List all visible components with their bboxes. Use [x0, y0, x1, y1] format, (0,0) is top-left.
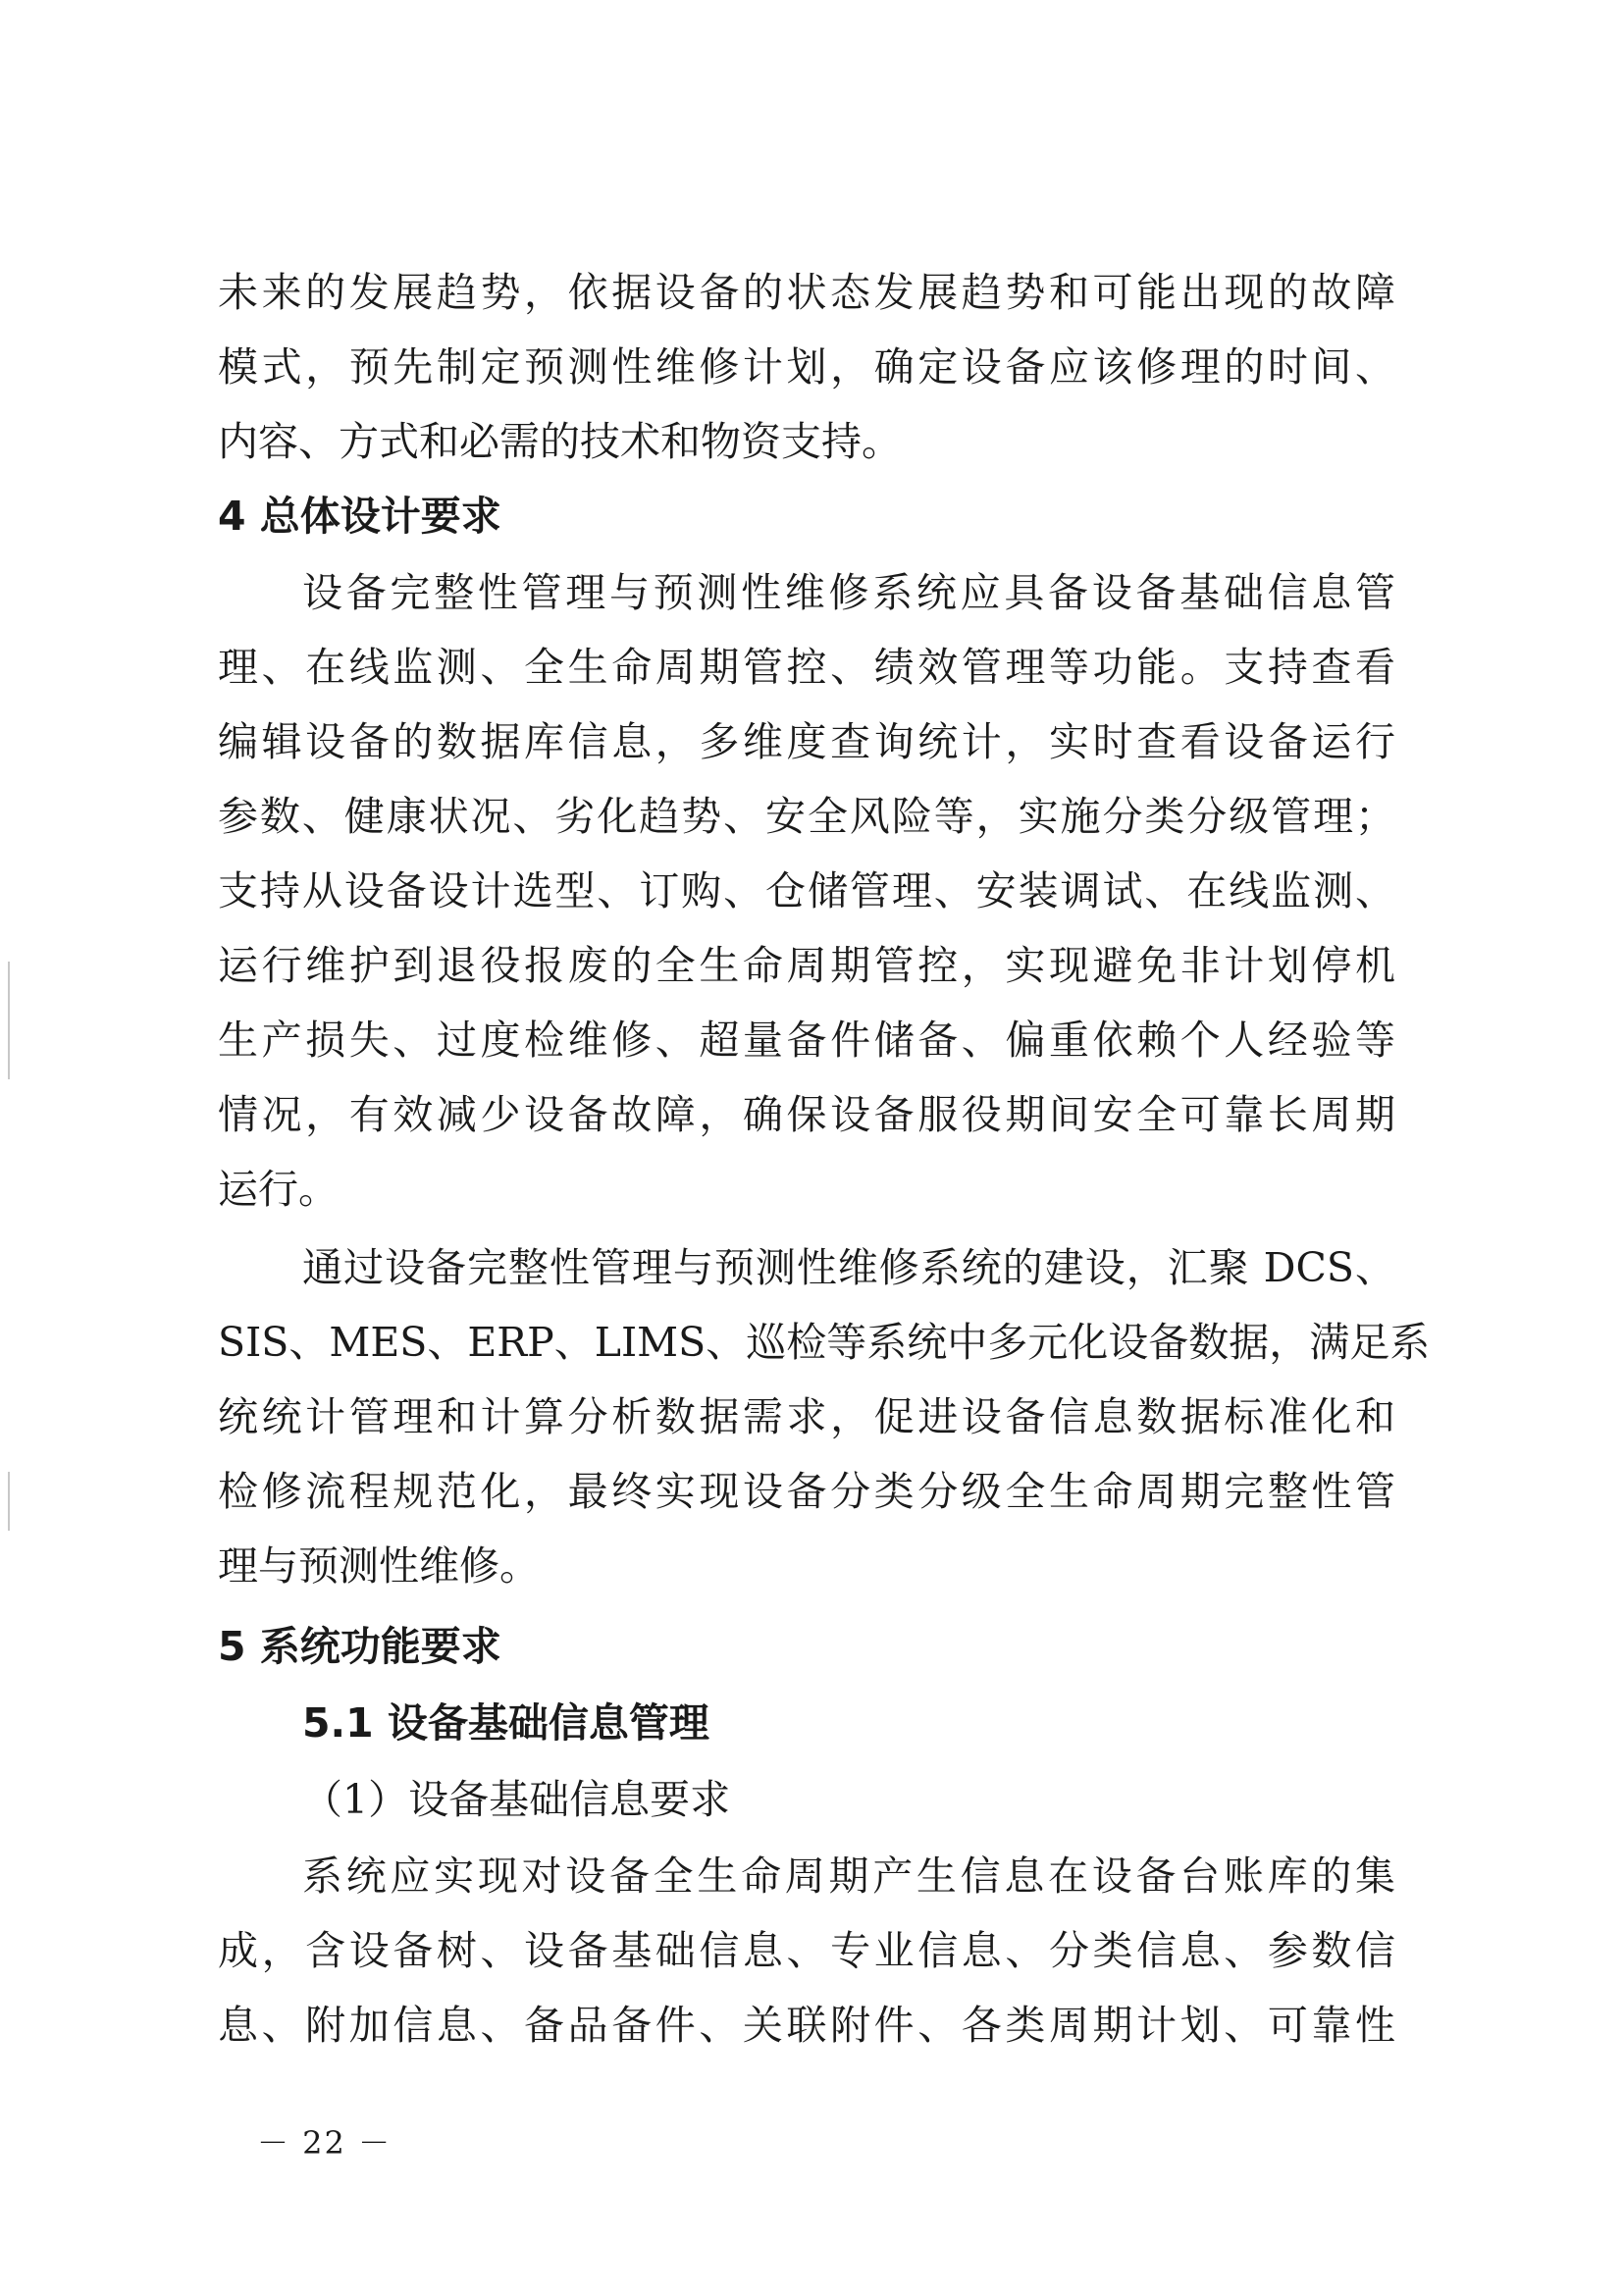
paragraph-line: 成，含设备树、设备基础信息、专业信息、分类信息、参数信 — [218, 1927, 1395, 1974]
paragraph-line: 运行。 — [218, 1166, 339, 1213]
paragraph-line: 检修流程规范化，最终实现设备分类分级全生命周期完整性管 — [218, 1468, 1395, 1515]
paragraph-line: 设备完整性管理与预测性维修系统应具备设备基础信息管 — [302, 569, 1395, 616]
paragraph-line: 生产损失、过度检维修、超量备件储备、偏重依赖个人经验等 — [218, 1017, 1395, 1064]
paragraph-line: 未来的发展趋势，依据设备的状态发展趋势和可能出现的故障 — [218, 269, 1395, 316]
paragraph-line: 支持从设备设计选型、订购、仓储管理、安装调试、在线监测、 — [218, 867, 1395, 914]
subsection-heading: 5.1 设备基础信息管理 — [302, 1699, 709, 1747]
paragraph-line: 内容、方式和必需的技术和物资支持。 — [218, 418, 902, 465]
scan-edge-mark — [8, 1472, 10, 1531]
section-heading: 4 总体设计要求 — [218, 493, 501, 540]
page-number: － 22 － — [257, 2124, 393, 2162]
item-heading: （1）设备基础信息要求 — [302, 1776, 731, 1823]
paragraph-line: 情况，有效减少设备故障，确保设备服役期间安全可靠长周期 — [218, 1091, 1395, 1138]
scan-edge-mark — [8, 962, 10, 1079]
section-heading: 5 系统功能要求 — [218, 1623, 501, 1670]
paragraph-line: SIS、MES、ERP、LIMS、巡检等系统中多元化设备数据，满足系 — [218, 1319, 1431, 1366]
paragraph-line: 编辑设备的数据库信息，多维度查询统计，实时查看设备运行 — [218, 718, 1395, 765]
paragraph-line: 系统应实现对设备全生命周期产生信息在设备台账库的集 — [302, 1852, 1395, 1900]
paragraph-line: 息、附加信息、备品备件、关联附件、各类周期计划、可靠性 — [218, 2002, 1395, 2049]
paragraph-line: 通过设备完整性管理与预测性维修系统的建设，汇聚 DCS、 — [302, 1244, 1395, 1291]
paragraph-line: 参数、健康状况、劣化趋势、安全风险等，实施分类分级管理； — [218, 793, 1395, 840]
paragraph-line: 统统计管理和计算分析数据需求，促进设备信息数据标准化和 — [218, 1393, 1395, 1440]
paragraph-line: 运行维护到退役报废的全生命周期管控，实现避免非计划停机 — [218, 942, 1395, 989]
paragraph-line: 理、在线监测、全生命周期管控、绩效管理等功能。支持查看 — [218, 644, 1395, 691]
paragraph-line: 模式，预先制定预测性维修计划，确定设备应该修理的时间、 — [218, 343, 1395, 391]
paragraph-line: 理与预测性维修。 — [218, 1542, 540, 1590]
